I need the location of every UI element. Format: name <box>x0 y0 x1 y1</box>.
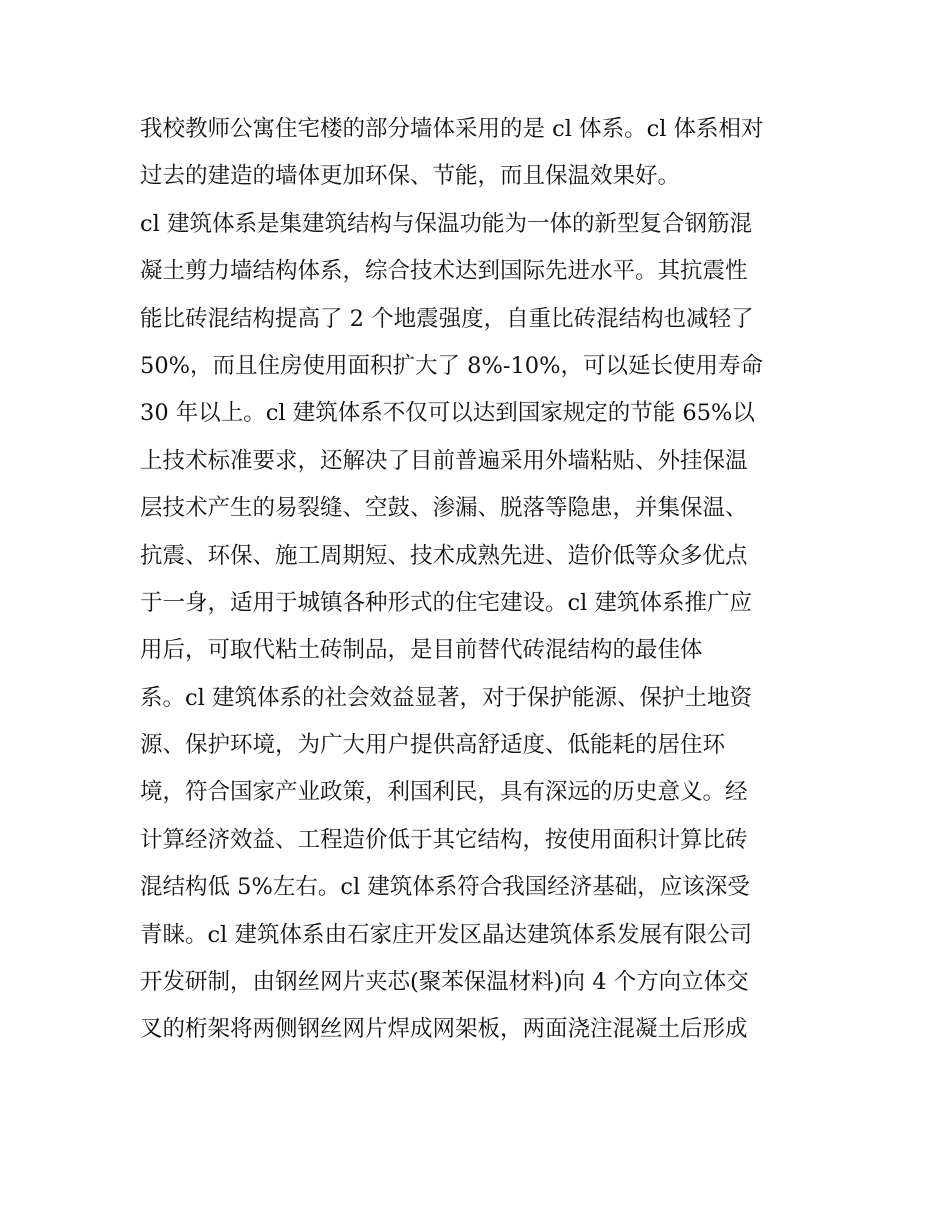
text-line: 开发研制，由钢丝网片夹芯(聚苯保温材料)向 4 个方向立体交 <box>140 969 749 996</box>
text-line: 层技术产生的易裂缝、空鼓、渗漏、脱落等隐患，并集保温、 <box>140 495 748 522</box>
body-text <box>140 106 812 1054</box>
text-line: 青睐。cl 建筑体系由石家庄开发区晶达建筑体系发展有限公司 <box>140 921 752 948</box>
text-line: 源、保护环境，为广大用户提供高舒适度、低能耗的居住环 <box>140 732 726 759</box>
text-line: 系。cl 建筑体系的社会效益显著，对于保护能源、保护土地资 <box>140 684 752 711</box>
text-line: 混结构低 5%左右。cl 建筑体系符合我国经济基础，应该深受 <box>140 874 750 901</box>
text-line: 30 年以上。cl 建筑体系不仅可以达到国家规定的节能 65%以 <box>140 400 755 427</box>
text-line: 50%，而且住房使用面积扩大了 8%-10%，可以延长使用寿命 <box>140 352 763 379</box>
text-line: 我校教师公寓住宅楼的部分墙体采用的是 cl 体系。cl 体系相对 <box>140 116 764 142</box>
text-line: 叉的桁架将两侧钢丝网片焊成网架板，两面浇注混凝土后形成 <box>140 1016 748 1043</box>
text-line: 过去的建造的墙体更加环保、节能，而且保温效果好。 <box>140 163 681 190</box>
text-line: 能比砖混结构提高了 2 个地震强度，自重比砖混结构也减轻了 <box>140 305 754 332</box>
text-line: 抗震、环保、施工周期短、技术成熟先进、造价低等众多优点 <box>140 542 748 569</box>
text-line: 计算经济效益、工程造价低于其它结构，按使用面积计算比砖 <box>140 826 748 853</box>
text-line: 凝土剪力墙结构体系，综合技术达到国际先进水平。其抗震性 <box>140 258 748 285</box>
text-line: cl 建筑体系是集建筑结构与保温功能为一体的新型复合钢筋混 <box>140 210 752 237</box>
text-line: 于一身，适用于城镇各种形式的住宅建设。cl 建筑体系推广应 <box>140 589 752 616</box>
text-line: 用后，可取代粘土砖制品，是目前替代砖混结构的最佳体 <box>140 637 703 664</box>
text-line: 境，符合国家产业政策，利国利民，具有深远的历史意义。经 <box>140 779 748 806</box>
text-line: 上技术标准要求，还解决了目前普遍采用外墙粘贴、外挂保温 <box>140 447 748 474</box>
